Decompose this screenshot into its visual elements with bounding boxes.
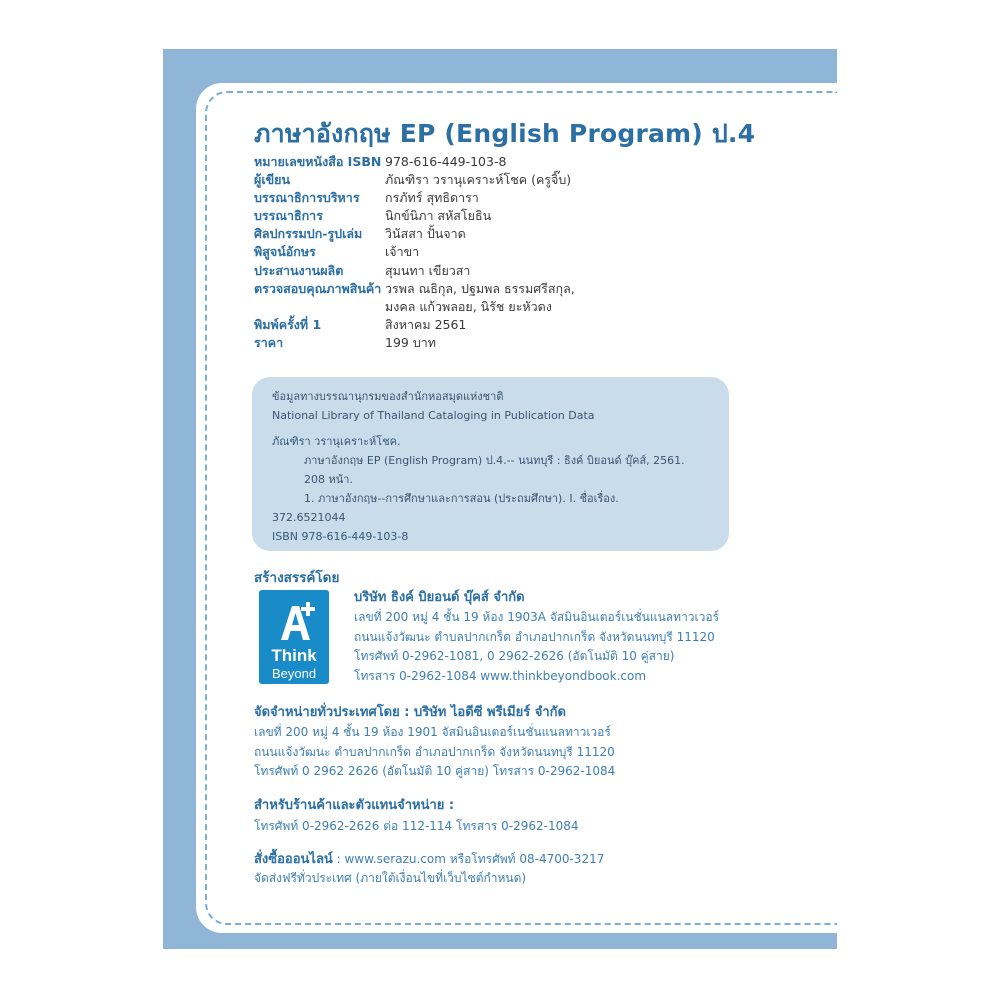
book-title: ภาษาอังกฤษ EP (English Program) ป.4	[254, 119, 756, 148]
info-value: กรภัทร์ สุทธิดารา	[385, 190, 479, 206]
info-row-edition	[254, 316, 814, 334]
info-value: 199 บาท	[385, 334, 437, 350]
distributor-block	[254, 703, 824, 782]
publisher-phone: โทรศัพท์ 0-2962-1081, 0 2962-2626 (อัตโนมัติ 10 คู่สาย)	[354, 649, 675, 664]
info-label: บรรณาธิการ	[254, 208, 323, 224]
distributor-company: บริษัท ไอดีซี พรีเมียร์ จำกัด	[414, 705, 566, 720]
cip-isbn: ISBN 978-616-449-103-8	[272, 530, 409, 543]
created-by-heading: สร้างสรรค์โดย	[254, 570, 340, 586]
logo-text-think: Think	[271, 646, 317, 665]
cip-line-1: ภาษาอังกฤษ EP (English Program) ป.4.-- นนทบุรี : ธิงค์ บิยอนด์ บุ๊คส์, 2561.	[304, 454, 685, 467]
cip-box	[252, 377, 729, 551]
info-value: วรพล ณธิกุล, ปฐมพล ธรรมศรีสกุล,	[385, 280, 575, 296]
info-row-production	[254, 262, 814, 280]
info-value: ภัณฑิรา วรานุเคราะห์โชค (ครูจิ๊บ)	[385, 172, 572, 188]
info-label: ผู้เขียน	[254, 172, 291, 188]
info-label: บรรณาธิการบริหาร	[254, 190, 360, 206]
online-contact: : www.serazu.com หรือโทรศัพท์ 08-4700-3217	[332, 852, 605, 866]
distributor-address-1: เลขที่ 200 หมู่ 4 ชั้น 19 ห้อง 1901 จัสมินอินเตอร์เนชั่นแนลทาวเวอร์	[254, 724, 611, 739]
online-block	[254, 850, 824, 888]
info-row-quality-cont	[254, 298, 814, 316]
cip-line-2: 208 หน้า.	[304, 473, 353, 486]
cip-classification: 372.6521044	[272, 511, 346, 524]
info-label: ศิลปกรรมปก-รูปเล่ม	[254, 226, 363, 242]
info-row-author	[254, 171, 814, 189]
info-label: ตรวจสอบคุณภาพสินค้า	[254, 280, 382, 296]
stores-heading: สำหรับร้านค้าและตัวแทนจำหน่าย :	[254, 798, 455, 813]
stores-contact: โทรศัพท์ 0-2962-2626 ต่อ 112-114 โทรสาร 0-2962-1084	[254, 819, 579, 833]
distributor-phone-fax: โทรศัพท์ 0 2962 2626 (อัตโนมัติ 10 คู่สาย) โทรสาร 0-2962-1084	[254, 764, 616, 779]
info-value: สุมนทา เขียวสา	[385, 262, 471, 278]
info-row-quality	[254, 280, 814, 298]
stores-block	[254, 796, 824, 836]
publisher-name: บริษัท ธิงค์ บิยอนด์ บุ๊คส์ จำกัด	[354, 590, 525, 605]
logo-text-beyond: Beyond	[271, 666, 317, 681]
online-line	[254, 850, 824, 869]
distributor-address-2: ถนนแจ้งวัฒนะ ตำบลปากเกร็ด อำเภอปากเกร็ด จังหวัดนนทบุรี 11120	[254, 744, 615, 759]
distributor-heading: จัดจำหน่ายทั่วประเทศโดย :	[254, 705, 410, 720]
cip-author: ภัณฑิรา วรานุเคราะห์โชค.	[272, 435, 401, 448]
publisher-address-2: ถนนแจ้งวัฒนะ ตำบลปากเกร็ด อำเภอปากเกร็ด จังหวัดนนทบุรี 11120	[354, 629, 715, 644]
info-row-price	[254, 334, 814, 352]
info-label: พิสูจน์อักษร	[254, 244, 316, 260]
info-row-executive-editor	[254, 189, 814, 207]
info-value: เจ้าขา	[385, 244, 420, 260]
publisher-block	[354, 588, 814, 687]
distributor-heading-line	[254, 703, 824, 723]
info-row-proofreader	[254, 243, 814, 261]
think-beyond-logo	[259, 590, 329, 684]
publisher-address-1: เลขที่ 200 หมู่ 4 ชั้น 19 ห้อง 1903A จัสมินอินเตอร์เนชั่นแนลทาวเวอร์	[354, 609, 720, 624]
info-value: สิงหาคม 2561	[385, 316, 467, 332]
logo-graphic	[259, 590, 329, 684]
info-value: 978-616-449-103-8	[385, 154, 507, 169]
info-value: นิกข์นิภา สหัสโยธิน	[385, 208, 492, 224]
info-label	[254, 298, 385, 316]
info-label: พิมพ์ครั้งที่ 1	[254, 316, 322, 332]
info-row-isbn	[254, 153, 814, 171]
online-shipping: จัดส่งฟรีทั่วประเทศ (ภายใต้เงื่อนไขที่เว็บไซต์กำหนด)	[254, 871, 527, 885]
cip-heading-th: ข้อมูลทางบรรณานุกรมของสำนักหอสมุดแห่งชาติ	[272, 390, 504, 403]
publisher-fax-web: โทรสาร 0-2962-1084 www.thinkbeyondbook.com	[354, 669, 647, 684]
book-info-table	[254, 153, 814, 352]
online-heading: สั่งซื้อออนไลน์	[254, 852, 333, 867]
info-row-editor	[254, 207, 814, 225]
info-value: วินัสสา ปั้นจาด	[385, 226, 466, 242]
info-label: หมายเลขหนังสือ ISBN	[254, 154, 382, 169]
info-label: ประสานงานผลิต	[254, 262, 344, 278]
info-label: ราคา	[254, 334, 284, 350]
info-value: มงคล แก้วพลอย, นิรัช ยะหัวดง	[385, 298, 552, 314]
cip-heading-en: National Library of Thailand Cataloging in Publication Data	[272, 409, 595, 422]
cip-line-3: 1. ภาษาอังกฤษ--การศึกษาและการสอน (ประถมศึกษา). I. ชื่อเรื่อง.	[304, 492, 619, 505]
info-row-art	[254, 225, 814, 243]
